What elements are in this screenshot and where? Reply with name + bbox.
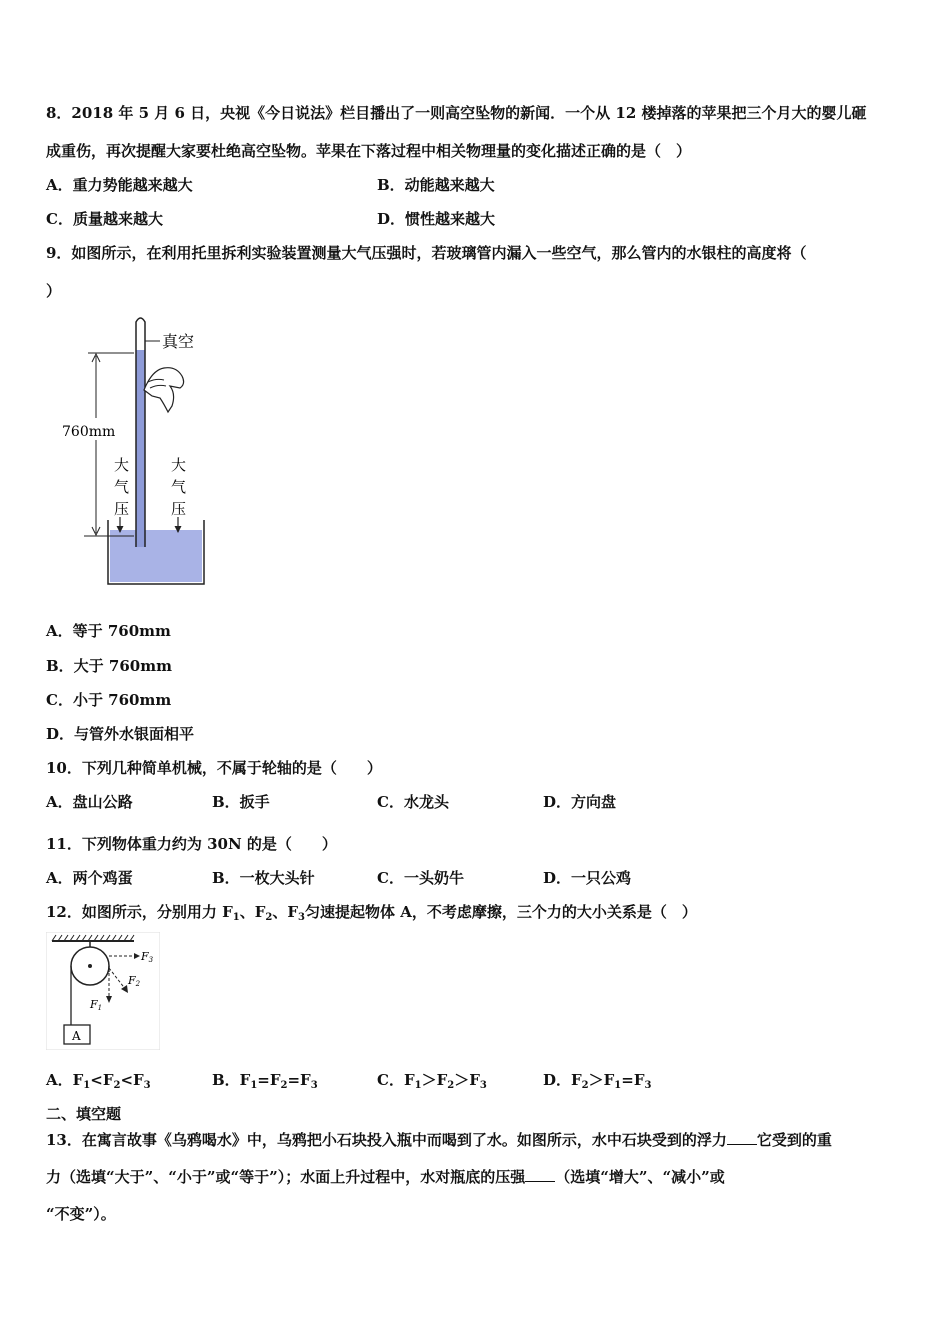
height-label: 760mm	[62, 424, 116, 440]
torricelli-figure	[60, 312, 220, 592]
q12-stem: 12．如图所示，分别用力 $F_1$、$F_2$、$F_3$匀速提起物体 A，不考虑摩擦，三个力的大小关系是（ ）	[46, 903, 697, 923]
mercury-column	[136, 350, 145, 547]
q9-option-b: B．大于 760mm	[46, 657, 172, 675]
q9-stem-line2: ）	[46, 282, 62, 300]
atm-right-char-2: 气	[171, 478, 187, 496]
q12-option-d: D．$F_2>F_1=F_3$	[543, 1071, 652, 1091]
q13-blank-1[interactable]	[727, 1132, 757, 1145]
q9-option-a: A．等于 760mm	[46, 622, 171, 640]
atm-left-char-2: 气	[114, 478, 130, 496]
q12-option-b: B．$F_1=F_2=F_3$	[212, 1071, 318, 1091]
q10-option-a: A．盘山公路	[46, 793, 133, 811]
q10-stem: 10．下列几种简单机械，不属于轮轴的是（ ）	[46, 759, 382, 777]
q8-option-a: A．重力势能越来越大	[46, 176, 193, 194]
q9-option-c: C．小于 760mm	[46, 691, 172, 709]
q13-line3: “不变”）。	[46, 1205, 116, 1223]
q8-option-b: B．动能越来越大	[377, 176, 495, 194]
q9-stem-line1: 9．如图所示，在利用托里拆利实验装置测量大气压强时，若玻璃管内漏入一些空气，那么管内的水银柱的高度将（	[46, 244, 807, 262]
q11-stem: 11．下列物体重力约为 30N 的是（ ）	[46, 835, 337, 853]
basin-mercury	[110, 530, 202, 582]
q13-line2: 力（选填“大于”、“小于”或“等于”）；水面上升过程中，水对瓶底的压强 （选填“增大”、“减小”或	[46, 1168, 725, 1186]
q13-line1: 13．在寓言故事《乌鸦喝水》中，乌鸦把小石块投入瓶中而喝到了水。如图所示，水中石块受到的浮力 它受到的重	[46, 1131, 832, 1149]
q8-stem-line1: 8．2018 年 5 月 6 日，央视《今日说法》栏目播出了一则高空坠物的新闻．一个从 12 楼掉落的苹果把三个月大的婴儿砸	[46, 104, 867, 122]
section-title: 二、填空题	[46, 1105, 122, 1123]
atm-right-char-3: 压	[171, 500, 187, 518]
pulley-figure	[46, 932, 160, 1050]
f2-label: F2	[128, 974, 141, 988]
hand-icon	[144, 368, 184, 412]
q11-option-a: A．两个鸡蛋	[46, 869, 133, 887]
q8-stem-line2: 成重伤，再次提醒大家要杜绝高空坠物。苹果在下落过程中相关物理量的变化描述正确的是（ ）	[46, 142, 692, 160]
q13-blank-2[interactable]	[525, 1169, 555, 1182]
q11-option-c: C．一头奶牛	[377, 869, 464, 887]
q11-option-b: B．一枚大头针	[212, 869, 315, 887]
vacuum-space	[136, 318, 145, 350]
q8-option-d: D．惯性越来越大	[377, 210, 496, 228]
block-label: A	[72, 1029, 81, 1043]
q12-option-a: A．$F_1<F_2<F_3$	[46, 1071, 151, 1091]
vacuum-label: 真空	[162, 332, 195, 351]
q10-option-d: D．方向盘	[543, 793, 617, 811]
q9-option-d: D．与管外水银面相平	[46, 725, 195, 743]
q11-option-d: D．一只公鸡	[543, 869, 632, 887]
f3-label: F3	[141, 950, 154, 964]
q8-option-c: C．质量越来越大	[46, 210, 163, 228]
atm-left-char-3: 压	[114, 500, 130, 518]
atm-right-char-1: 大	[171, 456, 187, 474]
pulley-axle	[88, 964, 92, 968]
q10-option-c: C．水龙头	[377, 793, 449, 811]
atm-left-char-1: 大	[114, 456, 130, 474]
q12-option-c: C．$F_1>F_2>F_3$	[377, 1071, 487, 1091]
q10-option-b: B．扳手	[212, 793, 270, 811]
f1-label: F1	[90, 998, 103, 1012]
